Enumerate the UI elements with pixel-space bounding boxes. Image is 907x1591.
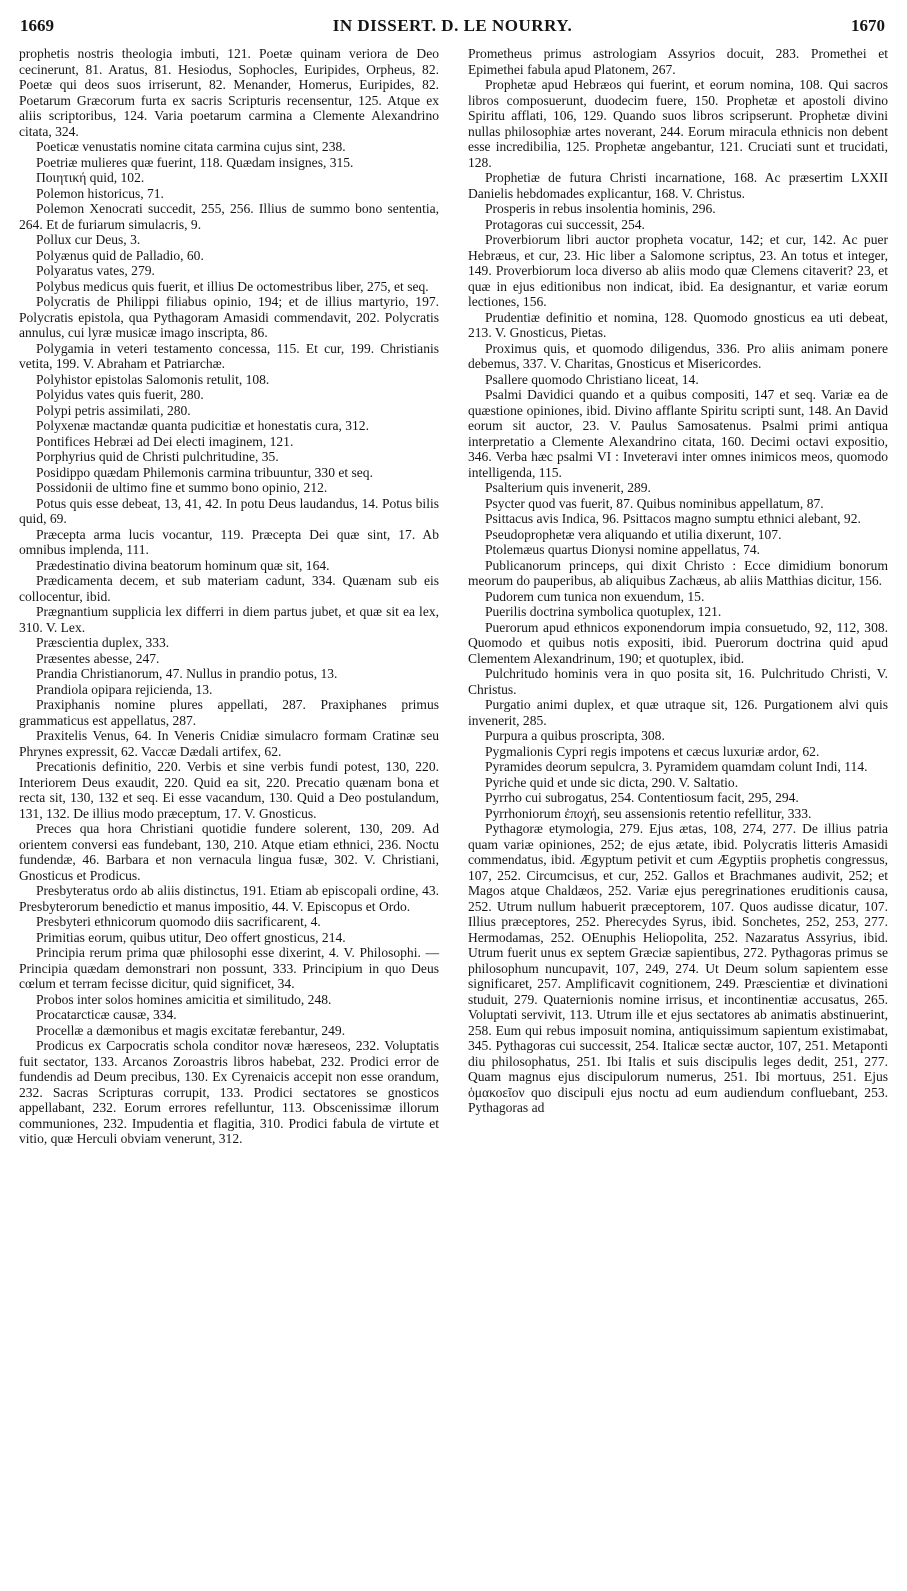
index-entry: Probos inter solos homines amicitia et similitudo, 248. bbox=[36, 991, 332, 1007]
index-entry: Prandiola opipara rejicienda, 13. bbox=[36, 681, 213, 697]
index-entry: Pygmalionis Cypri regis impotens et cæcus luxuriæ ardor, 62. bbox=[485, 743, 820, 759]
index-entry: Protagoras cui successit, 254. bbox=[485, 216, 645, 232]
index-entry: Puerilis doctrina symbolica quotuplex, 121. bbox=[485, 604, 722, 619]
index-entry: Ptolemæus quartus Dionysi nomine appellatus, 74. bbox=[485, 542, 761, 557]
index-entry: Prodicus ex Carpocratis schola conditor novæ hæreseos, 232. Voluptatis fuit sectator, 133. Arcanos Zoroastris libros habebat, 232. Prodici error de fundendis ad Deum precibus, 130. Ex Cyrenaicis accepit non esse orandum, 232. Sacras Scripturas corrupit, 133. Prodici sectatores se gnosticos appellabant, 232. Eorum errores refelluntur, 113. Obscenissimæ illorum communiones, 232. Impudentia et flagitia, 310. Prodici fabula de virtute et vitio, quæ Herculi obviam venerunt, 312. bbox=[19, 1038, 439, 1146]
index-entry: Precationis definitio, 220. Verbis et sine verbis fundi potest, 130, 220. Interiorem Deus exaudit, 220. Quid ea sit, 220. Precatio quænam bona et recta sit, 130, 132 et seq. Ei esse vacandum, 130. Quid a Deo postulandum, 131, 132. De illius modo præceptum, 17. V. Gnosticus. bbox=[19, 759, 439, 821]
index-entry: Prosperis in rebus insolentia hominis, 296. bbox=[485, 201, 716, 216]
index-entry: Polemon historicus, 71. bbox=[36, 185, 164, 201]
index-entry: Prædestinatio divina beatorum hominum quæ sit, 164. bbox=[36, 557, 330, 573]
left-column bbox=[19, 46, 439, 1147]
index-entry: Preces qua hora Christiani quotidie fundere solerent, 130, 209. Ad orientem conversi eas fundebant, 130, 210. Atque etiam ethnici, 236. Noctu fundendæ, 46. Barbara et non vernacula lingua fusæ, 302. V. Christiani, Gnosticus et Prodicus. bbox=[19, 821, 439, 883]
index-entry: Psittacus avis Indica, 96. Psittacos magno sumptu ethnici alebant, 92. bbox=[485, 511, 861, 526]
index-entry: Presbyteratus ordo ab aliis distinctus, 191. Etiam ab episcopali ordine, 43. Presbyterorum benedictio et manus impositio, 44. V. Episcopus et Ordo. bbox=[19, 883, 439, 914]
index-entry: Prandia Christianorum, 47. Nullus in prandio potus, 13. bbox=[36, 666, 338, 681]
index-entry: Polemon Xenocrati succedit, 255, 256. Illius de summo bono sententia, 264. Et de furiarum simulacris, 9. bbox=[19, 201, 439, 232]
index-entry: Polybus medicus quis fuerit, et illius De octomestribus liber, 275, et seq. bbox=[36, 278, 429, 294]
index-entry: Polyænus quid de Palladio, 60. bbox=[36, 247, 204, 263]
index-entry: Pyrrho cui subrogatus, 254. Contentiosum facit, 295, 294. bbox=[485, 790, 799, 805]
index-entry: Psalmi Davidici quando et a quibus compositi, 147 et seq. Variæ ea de quæstione opiniones, ibid. Divino afflante Spiritu scripti sunt, 148. An David eorum sit auctor, 23. V. Paulus Samosatenus. Psalmi primi antiqua interpretatio a Clemente Alexandrino citata, 160. Decimi octavi expositio, 346. Verba hæc psalmi VI : Inveteravi inter omnes inimicos meos, quomodo intelligenda, 115. bbox=[468, 387, 888, 480]
index-entry: Proximus quis, et quomodo diligendus, 336. Pro aliis animam ponere debemus, 337. V. Charitas, Gnosticus et Misericordes. bbox=[468, 340, 888, 371]
index-entry: Poeticæ venustatis nomine citata carmina cujus sint, 238. bbox=[36, 139, 346, 154]
index-entry: Praxiphanis nomine plures appellati, 287. Praxiphanes primus grammaticus est appellatus, 287. bbox=[19, 697, 439, 728]
index-entry: Procatarcticæ causæ, 334. bbox=[36, 1007, 177, 1022]
index-entry: Prophetiæ de futura Christi incarnatione, 168. Ac præsertim LXXII Danielis hebdomades explicantur, 168. V. Christus. bbox=[468, 170, 888, 201]
index-entry: Procellæ a dæmonibus et magis excitatæ ferebantur, 249. bbox=[36, 1022, 346, 1038]
index-entry: prophetis nostris theologia imbuti, 121. Poetæ quinam veriora de Deo cecinerunt, 81. Aratus, 81. Hesiodus, Sophocles, Euripides, Orpheus, 82. Poetæ qui deos suos irriserunt, 82. Menander, Homerus, Euripides, 82. Poetarum Græcorum furta ex sacris Scripturis recensentur, 125. Atque ex aliis scriptoribus, 124. Varia poetarum carmina a Clemente Alexandrino citata, 324. bbox=[19, 46, 439, 139]
index-entry: Pseudoprophetæ vera aliquando et utilia dixerunt, 107. bbox=[485, 526, 782, 542]
index-entry: Prudentiæ definitio et nomina, 128. Quomodo gnosticus ea uti debeat, 213. V. Gnosticus, Pietas. bbox=[468, 309, 888, 340]
index-entry: Presbyteri ethnicorum quomodo diis sacrificarent, 4. bbox=[36, 914, 321, 929]
index-entry: Pyriche quid et unde sic dicta, 290. V. Saltatio. bbox=[485, 774, 739, 790]
page-header bbox=[20, 16, 885, 40]
index-entry: Posidippo quædam Philemonis carmina tribuuntur, 330 et seq. bbox=[36, 464, 373, 480]
page-number-left: 1669 bbox=[20, 16, 54, 35]
index-entry: Pollux cur Deus, 3. bbox=[36, 232, 141, 247]
index-entry: Pudorem cum tunica non exuendum, 15. bbox=[485, 588, 705, 604]
index-entry: Proverbiorum libri auctor propheta vocatur, 142; et cur, 142. Ac puer Hebræus, et cur, 23. Hic liber a Salomone scriptus, 23. An totus et integer, 149. Proverbiorum loca diverso ab aliis modo quæ Clemens citaverit? 23, et quæ in ejus editionibus non indicat, ibid. Ea designantur, et variæ eorum lectiones, 156. bbox=[468, 232, 888, 309]
index-entry: Purgatio animi duplex, et quæ utraque sit, 126. Purgationem alvi quis invenerit, 285. bbox=[468, 697, 888, 728]
index-entry: Psalterium quis invenerit, 289. bbox=[485, 480, 651, 495]
index-entry: Poetriæ mulieres quæ fuerint, 118. Quædam insignes, 315. bbox=[36, 154, 354, 170]
index-entry: Prophetæ apud Hebræos qui fuerint, et eorum nomina, 108. Qui sacros libros composuerunt, duodecim fuere, 150. Prophetæ et apostoli divino Spiritu afflati, 106, 129. Quando suos libros scripserunt. Prophetæ divini nullas philosophiæ artes noverant, 244. Eorum miracula ethnicis non debent esse incredibilia, 125. Prophetæ angebantur, 121. Cruciati sunt et trucidati, 128. bbox=[468, 77, 888, 170]
index-entry: Porphyrius quid de Christi pulchritudine, 35. bbox=[36, 449, 279, 464]
index-entry: Pontifices Hebræi ad Dei electi imaginem, 121. bbox=[36, 433, 294, 449]
index-entry: Polyaratus vates, 279. bbox=[36, 263, 155, 278]
index-entry: Præsentes abesse, 247. bbox=[36, 650, 160, 666]
index-entry: Polygamia in veteri testamento concessa, 115. Et cur, 199. Christianis vetita, 199. V. Abraham et Patriarchæ. bbox=[19, 340, 439, 371]
index-entry: Psallere quomodo Christiano liceat, 14. bbox=[485, 371, 699, 387]
index-entry: Præscientia duplex, 333. bbox=[36, 635, 170, 650]
index-entry: Principia rerum prima quæ philosophi esse dixerint, 4. V. Philosophi. — Principia quædam demonstrari non possunt, 333. Principium in quo Deus cœlum et terram fecisse dicitur, quid significet, 34. bbox=[19, 945, 439, 991]
index-entry: Potus quis esse debeat, 13, 41, 42. In potu Deus laudandus, 14. Potus bilis quid, 69. bbox=[19, 495, 439, 526]
index-entry: Pyramides deorum sepulcra, 3. Pyramidem quamdam colunt Indi, 114. bbox=[485, 759, 868, 774]
index-entry: Praxitelis Venus, 64. In Veneris Cnidiæ simulacro formam Cratinæ seu Phrynes expressit, 62. Vaccæ Dædali artifex, 62. bbox=[19, 728, 439, 759]
running-title: IN DISSERT. D. LE NOURRY. bbox=[332, 16, 573, 35]
index-entry: Pulchritudo hominis vera in quo posita sit, 16. Pulchritudo Christi, V. Christus. bbox=[468, 666, 888, 697]
right-column bbox=[468, 46, 888, 1116]
index-entry: Possidonii de ultimo fine et summo bono opinio, 212. bbox=[36, 480, 328, 495]
index-entry: Polycratis de Philippi filiabus opinio, 194; et de illius martyrio, 197. Polycratis epistola, qua Pythagoram Amasidi commendavit, 202. Polycratis annulus, cui lyræ musicæ imago inscripta, 86. bbox=[19, 294, 439, 340]
index-entry: Polypi petris assimilati, 280. bbox=[36, 402, 191, 418]
index-entry: Pythagoræ etymologia, 279. Ejus ætas, 108, 274, 277. De illius patria quam variæ opiniones, 252; de ejus ætate, ibid. Polycratis litteris Amasidi commendatus, ibid. Ægyptum petivit et cum Ægyptiis prophetis congressus, 107, 252. Circumcisus, et cur, 252. Gallos et Brachmanes audivit, 252; et Magos atque Chaldæos, 252. Variæ ejus peregrinationes eruditionis causa, 252. Utrum nullum habuerit præceptorem, 107. Quos audisse dicatur, 107. Illius præceptores, 252. Pherecydes Syrus, ibid. Sonchetes, 252, 253, 277. Hermodamas, 252. OEnuphis Heliopolita, 252. Nazaratus Assyrius, ibid. Utrum fuerit unus ex septem Græciæ sapientibus, 272. Pythagoras primus se philosophum nuncupavit, 107, 249, 274. Ut Deum solum sapientem esse significaret, 257. Amplificavit cognitionem, 249. Præscientiæ et divinationi studuit, 279. Quaternionis nomine irrisus, et incontinentiæ accusatus, 265. Voluptati servivit, 113. Utrum ille et ejus sectatores ab animatis abstinuerint, 258. Eum qui rebus imposuit nomina, antiquissimum sapientum existimabat, 345. Pythagoras cui successit, 254. Italicæ sectæ auctor, 107, 251. Metaponti diu philosophatus, 251. Ibi Italis et suis discipulis leges dedit, 251, 277. Quam magnus ejus discipulorum numerus, 251. Ibi mortuus, 251. Ejus ὁμακοεῖον quo discipuli ejus noctu ad eum audiendum confluebant, 253. Pythagoras ad bbox=[468, 821, 888, 1115]
index-entry: Præcepta arma lucis vocantur, 119. Præcepta Dei quæ sint, 17. Ab omnibus implenda, 111. bbox=[19, 526, 439, 557]
index-entry: Polyhistor epistolas Salomonis retulit, 108. bbox=[36, 371, 270, 387]
index-entry: Publicanorum princeps, qui dixit Christo : Ecce dimidium bonorum meorum do pauperibus, ab aliquibus Zachæus, ab aliis Matthias dicitur, 156. bbox=[468, 557, 888, 588]
index-entry: Puerorum apud ethnicos exponendorum impia consuetudo, 92, 112, 308. Quomodo et quibus notis expositi, ibid. Puerorum doctrina quid apud Clementem Alexandrinum, 190; et quotuplex, ibid. bbox=[468, 619, 888, 666]
index-entry: Polyidus vates quis fuerit, 280. bbox=[36, 387, 204, 402]
index-entry: Prædicamenta decem, et sub materiam cadunt, 334. Quænam sub eis collocentur, ibid. bbox=[19, 573, 439, 604]
index-entry: Pyrrhoniorum ἐποχή, seu assensionis retentio refellitur, 333. bbox=[485, 805, 812, 821]
index-entry: Polyxenæ mactandæ quanta pudicitiæ et honestatis cura, 312. bbox=[36, 418, 369, 433]
index-entry: Psycter quod vas fuerit, 87. Quibus nominibus appellatum, 87. bbox=[485, 495, 824, 511]
index-entry: Prægnantium supplicia lex differri in diem partus jubet, et quæ sit ea lex, 310. V. Lex. bbox=[19, 604, 439, 635]
index-entry: Purpura a quibus proscripta, 308. bbox=[485, 728, 665, 743]
index-entry: Prometheus primus astrologiam Assyrios docuit, 283. Promethei et Epimethei fabula apud Platonem, 267. bbox=[468, 46, 888, 77]
index-entry: Ποιητική quid, 102. bbox=[36, 170, 145, 185]
page-number-right: 1670 bbox=[851, 16, 885, 35]
index-entry: Primitias eorum, quibus utitur, Deo offert gnosticus, 214. bbox=[36, 929, 346, 945]
